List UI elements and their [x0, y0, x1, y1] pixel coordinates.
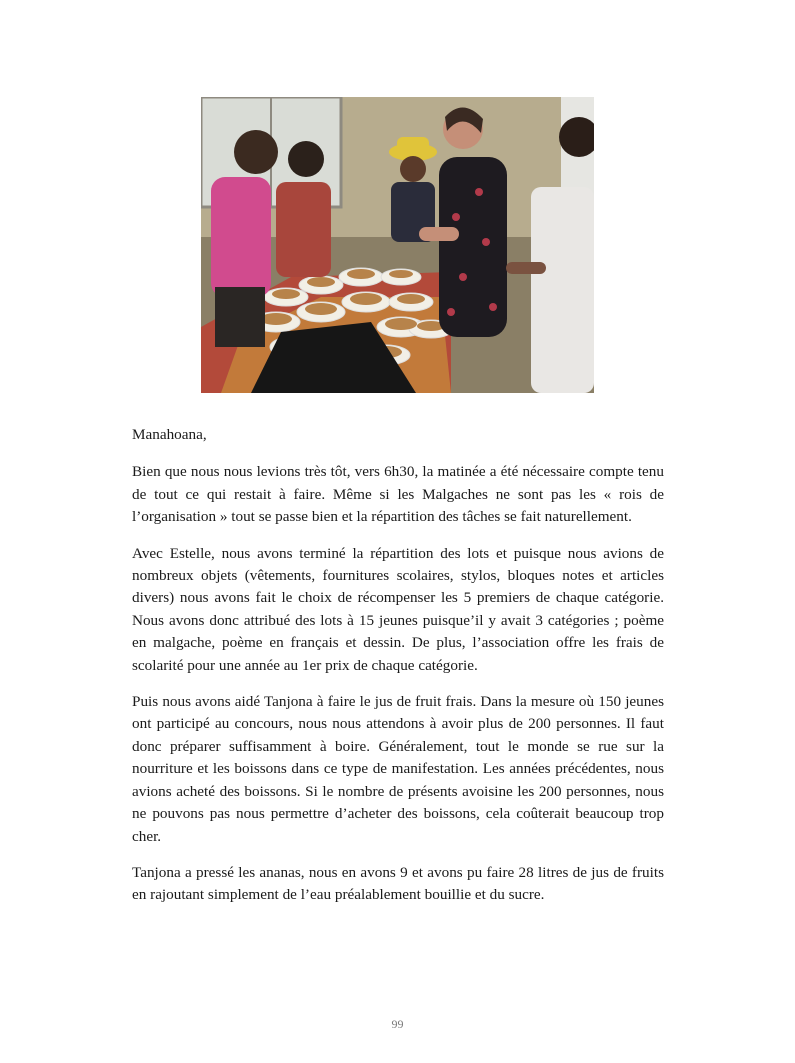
page-number: 99: [391, 1017, 404, 1031]
paragraph: Bien que nous nous levions très tôt, vers 6h30, la matinée a été nécessaire compte tenu de tout ce qui restait à faire. Même si les Malgaches ne sont pas les « rois de l’organisation » tout se passe bien et la répartition des tâches se fait naturellement.: [132, 463, 664, 526]
paragraph: Puis nous avons aidé Tanjona à faire le jus de fruit frais. Dans la mesure où 150 jeunes ont participé au concours, nous nous attendons à avoir plus de 200 personnes. Il faut donc préparer suffisamment à boire. Généralement, tout le monde se rue sur la nourriture et les boissons dans ce type de manifestation. Les années précédentes, nous avions acheté des boissons. Si le nombre de présents avoisine les 200 personnes, nous ne pouvons pas nous permettre d’acheter des boissons, cela coûterait beaucoup trop cher.: [132, 693, 664, 845]
paragraph: Tanjona a pressé les ananas, nous en avons 9 et avons pu faire 28 litres de jus de fruits en rajoutant simplement de l’eau préalablement bouillie et du sucre.: [132, 863, 664, 904]
greeting: Manahoana,: [132, 426, 207, 443]
paragraph: Avec Estelle, nous avons terminé la répartition des lots et puisque nous avions de nombreux objets (vêtements, fournitures scolaires, stylos, bloques notes et articles divers) nous avons fait le choix de récompenser les 5 premiers de chaque catégorie. Nous avons donc attribué des lots à 15 jeunes puisque’il y avait 3 catégories ; poème en malgache, poème en français et dessin. De plus, l’association offre les frais de scolarité pour une année au 1er prix de chaque catégorie.: [132, 544, 664, 674]
photo: [201, 97, 594, 393]
body-text: [132, 424, 664, 921]
photo-image: [201, 97, 594, 393]
